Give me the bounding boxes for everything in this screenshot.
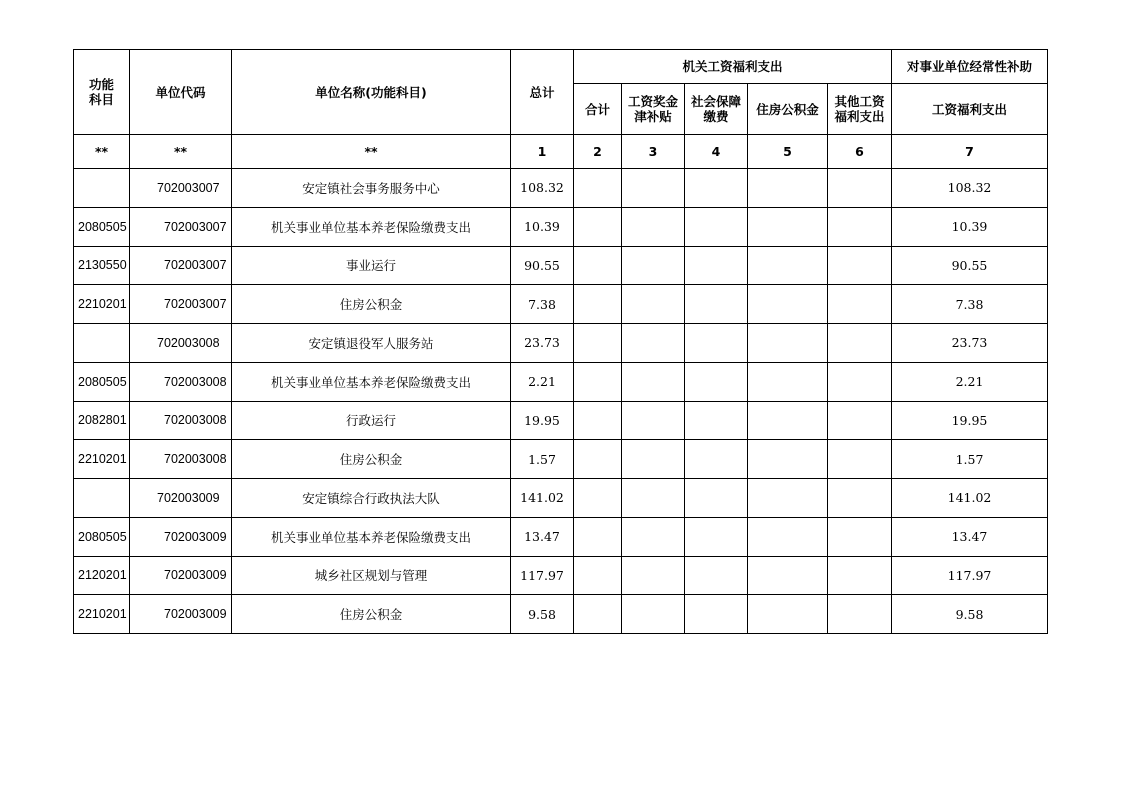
housing-fund-cell xyxy=(748,285,828,324)
func-subject-cell xyxy=(74,479,130,518)
housing-fund-cell xyxy=(748,362,828,401)
unit-name-cell: 城乡社区规划与管理 xyxy=(232,556,511,595)
func-subject-cell xyxy=(74,169,130,208)
other-welfare-cell xyxy=(828,207,892,246)
total-cell: 90.55 xyxy=(511,246,574,285)
salary-bonus-cell xyxy=(622,517,685,556)
unit-code-cell: 702003008 xyxy=(130,401,232,440)
index-cell: 4 xyxy=(685,135,748,169)
total-cell: 10.39 xyxy=(511,207,574,246)
table-row xyxy=(74,401,1048,440)
sub-total-cell xyxy=(574,207,622,246)
salary-welfare-cell: 23.73 xyxy=(892,324,1048,363)
housing-fund-cell xyxy=(748,169,828,208)
total-cell: 13.47 xyxy=(511,517,574,556)
table-row xyxy=(74,517,1048,556)
other-welfare-cell xyxy=(828,246,892,285)
other-welfare-cell xyxy=(828,479,892,518)
total-cell: 19.95 xyxy=(511,401,574,440)
total-cell: 23.73 xyxy=(511,324,574,363)
func-subject-cell: 2210201 xyxy=(74,285,130,324)
total-cell: 108.32 xyxy=(511,169,574,208)
sub-total-cell xyxy=(574,556,622,595)
salary-bonus-cell xyxy=(622,285,685,324)
header-housing-fund: 住房公积金 xyxy=(748,84,828,135)
unit-code-cell: 702003007 xyxy=(130,169,232,208)
func-subject-cell: 2210201 xyxy=(74,440,130,479)
header-sub-total: 合计 xyxy=(574,84,622,135)
social-security-cell xyxy=(685,362,748,401)
index-cell: ** xyxy=(74,135,130,169)
header-unit-code: 单位代码 xyxy=(130,50,232,135)
header-subsidy-group: 对事业单位经常性补助 xyxy=(892,50,1048,84)
salary-bonus-cell xyxy=(622,207,685,246)
sub-total-cell xyxy=(574,169,622,208)
unit-code-cell: 702003009 xyxy=(130,517,232,556)
social-security-cell xyxy=(685,324,748,363)
table-row xyxy=(74,479,1048,518)
salary-bonus-cell xyxy=(622,324,685,363)
social-security-cell xyxy=(685,285,748,324)
other-welfare-cell xyxy=(828,324,892,363)
housing-fund-cell xyxy=(748,207,828,246)
housing-fund-cell xyxy=(748,401,828,440)
table-row xyxy=(74,169,1048,208)
housing-fund-cell xyxy=(748,246,828,285)
social-security-cell xyxy=(685,246,748,285)
total-cell: 1.57 xyxy=(511,440,574,479)
func-subject-cell: 2080505 xyxy=(74,517,130,556)
housing-fund-cell xyxy=(748,517,828,556)
salary-bonus-cell xyxy=(622,595,685,634)
social-security-cell xyxy=(685,595,748,634)
sub-total-cell xyxy=(574,479,622,518)
salary-bonus-cell xyxy=(622,246,685,285)
unit-code-cell: 702003009 xyxy=(130,479,232,518)
other-welfare-cell xyxy=(828,440,892,479)
table-row xyxy=(74,440,1048,479)
func-subject-cell: 2130550 xyxy=(74,246,130,285)
salary-welfare-cell: 90.55 xyxy=(892,246,1048,285)
unit-name-cell: 行政运行 xyxy=(232,401,511,440)
other-welfare-cell xyxy=(828,595,892,634)
unit-name-cell: 机关事业单位基本养老保险缴费支出 xyxy=(232,362,511,401)
other-welfare-cell xyxy=(828,362,892,401)
index-cell: ** xyxy=(130,135,232,169)
unit-code-cell: 702003007 xyxy=(130,207,232,246)
total-cell: 7.38 xyxy=(511,285,574,324)
index-cell: 7 xyxy=(892,135,1048,169)
index-cell: 5 xyxy=(748,135,828,169)
social-security-cell xyxy=(685,556,748,595)
salary-bonus-cell xyxy=(622,440,685,479)
social-security-cell xyxy=(685,169,748,208)
housing-fund-cell xyxy=(748,595,828,634)
social-security-cell xyxy=(685,207,748,246)
header-org-welfare-group: 机关工资福利支出 xyxy=(574,50,892,84)
table-row xyxy=(74,246,1048,285)
social-security-cell xyxy=(685,401,748,440)
social-security-cell xyxy=(685,479,748,518)
table-row xyxy=(74,556,1048,595)
header-social-security: 社会保障缴费 xyxy=(685,84,748,135)
table-body xyxy=(74,169,1048,634)
func-subject-cell: 2120201 xyxy=(74,556,130,595)
func-subject-cell: 2210201 xyxy=(74,595,130,634)
other-welfare-cell xyxy=(828,169,892,208)
unit-code-cell: 702003007 xyxy=(130,285,232,324)
func-subject-cell: 2080505 xyxy=(74,207,130,246)
other-welfare-cell xyxy=(828,401,892,440)
total-cell: 9.58 xyxy=(511,595,574,634)
sub-total-cell xyxy=(574,246,622,285)
index-row xyxy=(74,135,1048,169)
salary-welfare-cell: 117.97 xyxy=(892,556,1048,595)
sub-total-cell xyxy=(574,440,622,479)
unit-code-cell: 702003007 xyxy=(130,246,232,285)
salary-welfare-cell: 9.58 xyxy=(892,595,1048,634)
unit-code-cell: 702003008 xyxy=(130,324,232,363)
index-cell: 1 xyxy=(511,135,574,169)
salary-welfare-cell: 7.38 xyxy=(892,285,1048,324)
salary-welfare-cell: 10.39 xyxy=(892,207,1048,246)
unit-name-cell: 安定镇综合行政执法大队 xyxy=(232,479,511,518)
total-cell: 2.21 xyxy=(511,362,574,401)
salary-bonus-cell xyxy=(622,556,685,595)
salary-welfare-cell: 19.95 xyxy=(892,401,1048,440)
total-cell: 117.97 xyxy=(511,556,574,595)
housing-fund-cell xyxy=(748,324,828,363)
salary-welfare-cell: 1.57 xyxy=(892,440,1048,479)
index-cell: ** xyxy=(232,135,511,169)
salary-welfare-cell: 13.47 xyxy=(892,517,1048,556)
sub-total-cell xyxy=(574,401,622,440)
header-other-welfare: 其他工资福利支出 xyxy=(828,84,892,135)
budget-table xyxy=(73,49,1048,634)
sub-total-cell xyxy=(574,517,622,556)
salary-welfare-cell: 141.02 xyxy=(892,479,1048,518)
func-subject-cell: 2080505 xyxy=(74,362,130,401)
header-unit-name: 单位名称(功能科目) xyxy=(232,50,511,135)
housing-fund-cell xyxy=(748,556,828,595)
unit-name-cell: 机关事业单位基本养老保险缴费支出 xyxy=(232,517,511,556)
index-cell: 3 xyxy=(622,135,685,169)
total-cell: 141.02 xyxy=(511,479,574,518)
header-salary-bonus: 工资奖金津补贴 xyxy=(622,84,685,135)
other-welfare-cell xyxy=(828,517,892,556)
unit-name-cell: 机关事业单位基本养老保险缴费支出 xyxy=(232,207,511,246)
housing-fund-cell xyxy=(748,440,828,479)
unit-name-cell: 事业运行 xyxy=(232,246,511,285)
unit-code-cell: 702003008 xyxy=(130,362,232,401)
table-row xyxy=(74,362,1048,401)
index-cell: 6 xyxy=(828,135,892,169)
header-func-subject: 功能科目 xyxy=(74,50,130,135)
sub-total-cell xyxy=(574,285,622,324)
other-welfare-cell xyxy=(828,556,892,595)
salary-bonus-cell xyxy=(622,362,685,401)
sub-total-cell xyxy=(574,362,622,401)
salary-bonus-cell xyxy=(622,479,685,518)
social-security-cell xyxy=(685,440,748,479)
unit-name-cell: 安定镇退役军人服务站 xyxy=(232,324,511,363)
other-welfare-cell xyxy=(828,285,892,324)
table-row xyxy=(74,324,1048,363)
func-subject-cell xyxy=(74,324,130,363)
table-row xyxy=(74,207,1048,246)
sub-total-cell xyxy=(574,595,622,634)
sub-total-cell xyxy=(574,324,622,363)
index-cell: 2 xyxy=(574,135,622,169)
unit-code-cell: 702003009 xyxy=(130,595,232,634)
salary-bonus-cell xyxy=(622,169,685,208)
housing-fund-cell xyxy=(748,479,828,518)
salary-bonus-cell xyxy=(622,401,685,440)
unit-name-cell: 安定镇社会事务服务中心 xyxy=(232,169,511,208)
unit-name-cell: 住房公积金 xyxy=(232,595,511,634)
table-row xyxy=(74,595,1048,634)
header-total: 总计 xyxy=(511,50,574,135)
unit-name-cell: 住房公积金 xyxy=(232,285,511,324)
salary-welfare-cell: 108.32 xyxy=(892,169,1048,208)
salary-welfare-cell: 2.21 xyxy=(892,362,1048,401)
func-subject-cell: 2082801 xyxy=(74,401,130,440)
unit-code-cell: 702003009 xyxy=(130,556,232,595)
unit-code-cell: 702003008 xyxy=(130,440,232,479)
table-row xyxy=(74,285,1048,324)
header-salary-welfare: 工资福利支出 xyxy=(892,84,1048,135)
header-row-1 xyxy=(74,50,1048,84)
social-security-cell xyxy=(685,517,748,556)
unit-name-cell: 住房公积金 xyxy=(232,440,511,479)
